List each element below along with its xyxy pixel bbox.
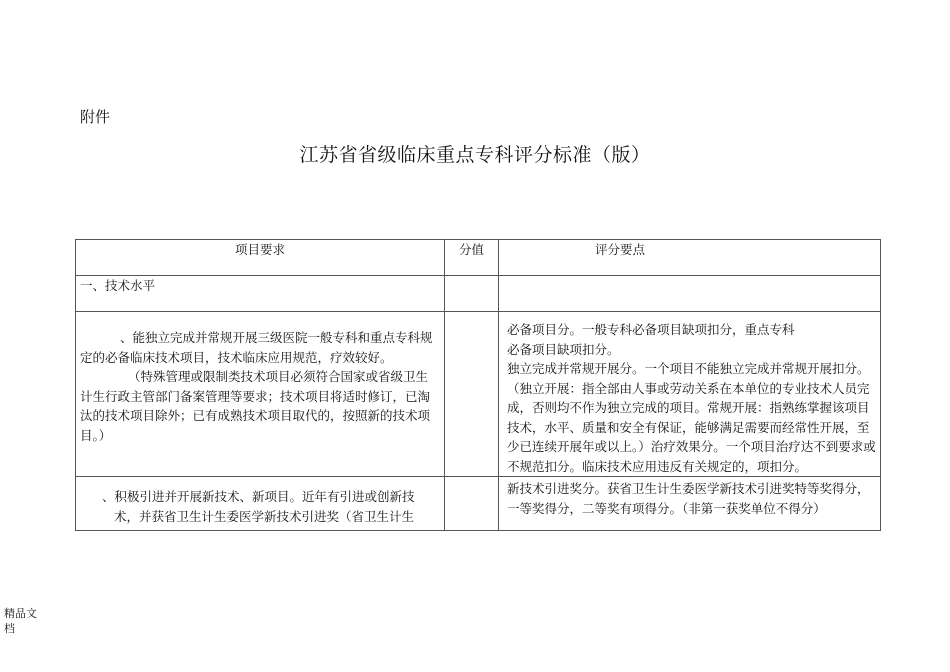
points-cell bbox=[499, 312, 881, 477]
points-cell bbox=[499, 477, 881, 531]
points-text: 新技术引进奖分。获省卫生计生委医学新技术引进奖特等奖得分，一等奖得分，二等奖有项得分。（非第一获奖单位不得分） bbox=[507, 481, 870, 516]
header-score: 分值 bbox=[445, 240, 499, 276]
section-points bbox=[499, 276, 881, 312]
points-text: 必备项目分。一般专科必备项目缺项扣分，重点专科 必备项目缺项扣分。 bbox=[507, 322, 795, 357]
scoring-criteria-table bbox=[75, 239, 881, 531]
requirement-cell bbox=[76, 477, 445, 531]
requirement-text: 、积极引进并开展新技术、新项目。近年有引进或创新技 bbox=[102, 489, 415, 504]
section-label: 一、技术水平 bbox=[76, 276, 445, 312]
requirement-text: 术，并获省卫生计生委医学新技术引进奖（省卫生计生 bbox=[114, 508, 415, 524]
score-cell bbox=[445, 312, 499, 477]
header-requirement: 项目要求 bbox=[76, 240, 445, 276]
requirement-note: （特殊管理或限制类技术项目必须符合国家或省级卫生计生行政主管部门备案管理等要求；技术项目将适时修订，已淘汰的技术项目除外；已有成熟技术项目取代的，按照新的技术项目。） bbox=[80, 369, 431, 443]
footer-watermark: 精品文 档 bbox=[4, 607, 37, 635]
header-points: 评分要点 bbox=[499, 240, 881, 276]
table-row bbox=[76, 477, 881, 531]
table-row bbox=[76, 312, 881, 477]
attachment-label: 附件 bbox=[80, 108, 111, 126]
section-score bbox=[445, 276, 499, 312]
requirement-text: 、能独立完成并常规开展三级医院一般专科和重点专科规定的必备临床技术项目，技术临床应用规范，疗效较好。 bbox=[80, 330, 433, 365]
table-header-row bbox=[76, 240, 881, 276]
requirement-cell bbox=[76, 312, 445, 477]
section-row bbox=[76, 276, 881, 312]
document-title: 江苏省省级临床重点专科评分标准（版） bbox=[299, 144, 651, 166]
score-cell bbox=[445, 477, 499, 531]
points-text: 独立完成并常规开展分。一个项目不能独立完成并常规开展扣分。（独立开展：指全部由人事或劳动关系在本单位的专业技术人员完成，否则均不作为独立完成的项目。常规开展：指熟练掌握该项目技术，水平、质量和安全有保证，能够满足需要而经常性开展，至少已连续开展年或以上。）治疗效果分。一个项目治疗达不到要求或不规范扣分。临床技术应用违反有关规定的，项扣分。 bbox=[507, 361, 876, 474]
